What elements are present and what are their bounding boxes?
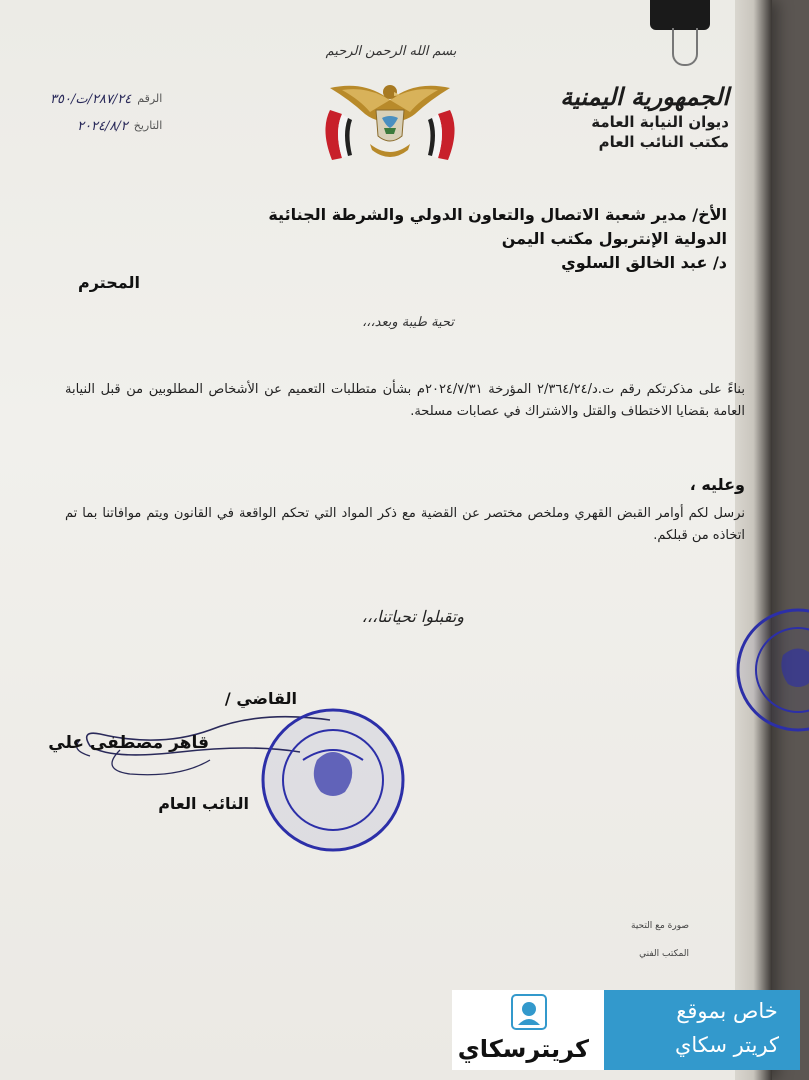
greeting: تحية طيبة وبعد،،، [362, 315, 454, 330]
letterhead-right [560, 82, 729, 151]
honorific: المحترم [78, 273, 140, 292]
cc-line-2: المكتب الفني [639, 949, 689, 959]
promo-line-2: كريتر سكاي [674, 1033, 779, 1057]
signatory-title: القاضي / [224, 689, 297, 708]
carbon-copy-block [631, 912, 689, 968]
country-name: الجمهورية اليمنية [560, 82, 729, 111]
office-name: ديوان النيابة العامة [591, 113, 729, 131]
signatory-name: قاهر مصطفى علي [48, 733, 209, 753]
department-name: مكتب النائب العام [598, 133, 729, 151]
addressee-line-1: الأخ/ مدير شعبة الاتصال والتعاون الدولي والشرطة الجنائية [268, 205, 727, 224]
eagle-emblem-icon [310, 70, 470, 170]
promo-text [675, 994, 779, 1062]
binder-clip-wire [672, 28, 698, 66]
addressee-block [268, 203, 727, 275]
signatory-role: النائب العام [158, 794, 249, 813]
binder-clip [650, 0, 710, 30]
body-paragraph-2: نرسل لكم أوامر القبض القهري وملخص مختصر عن القضية مع ذكر المواد التي تحكم الواقعة في القانون ويتم موافاتنا بما تم اتخاذه من قبلكم. [65, 506, 745, 543]
basmala: بسم الله الرحمن الرحيم [325, 44, 457, 59]
closing-line: وتقبلوا تحياتنا،،، [361, 607, 464, 626]
number-value: ٢٨٧/٢٤/ت/٣٥٠ [50, 92, 132, 107]
date-label: التاريخ [133, 119, 163, 132]
reference-block [50, 92, 162, 146]
cc-line-1: صورة مع التحية [631, 921, 689, 931]
brand-logo-icon [508, 993, 550, 1033]
body-transition: وعليه ، [689, 475, 745, 494]
promo-line-1: خاص بموقع [676, 999, 778, 1023]
date-value: ٢٠٢٤/٨/٢ [77, 119, 128, 134]
body-paragraph-1: بناءً على مذكرتكم رقم ت.د/٢/٣٦٤/٢٤ المؤرخة ٢٠٢٤/٧/٣١م بشأن متطلبات التعميم عن الأشخاص المطلوبين من قبل النيابة العامة بقضايا الاختطاف والقتل والاشتراك في عصابات مسلحة. [65, 382, 745, 419]
partial-stamp-icon [728, 600, 809, 740]
number-label: الرقم [137, 92, 163, 105]
official-stamp-icon [253, 700, 413, 860]
addressee-line-2: الدولية الإنتربول مكتب اليمن [501, 229, 727, 248]
addressee-line-3: د/ عبد الخالق السلوي [561, 253, 727, 272]
brand-name: كريترسكاي [457, 1035, 589, 1063]
